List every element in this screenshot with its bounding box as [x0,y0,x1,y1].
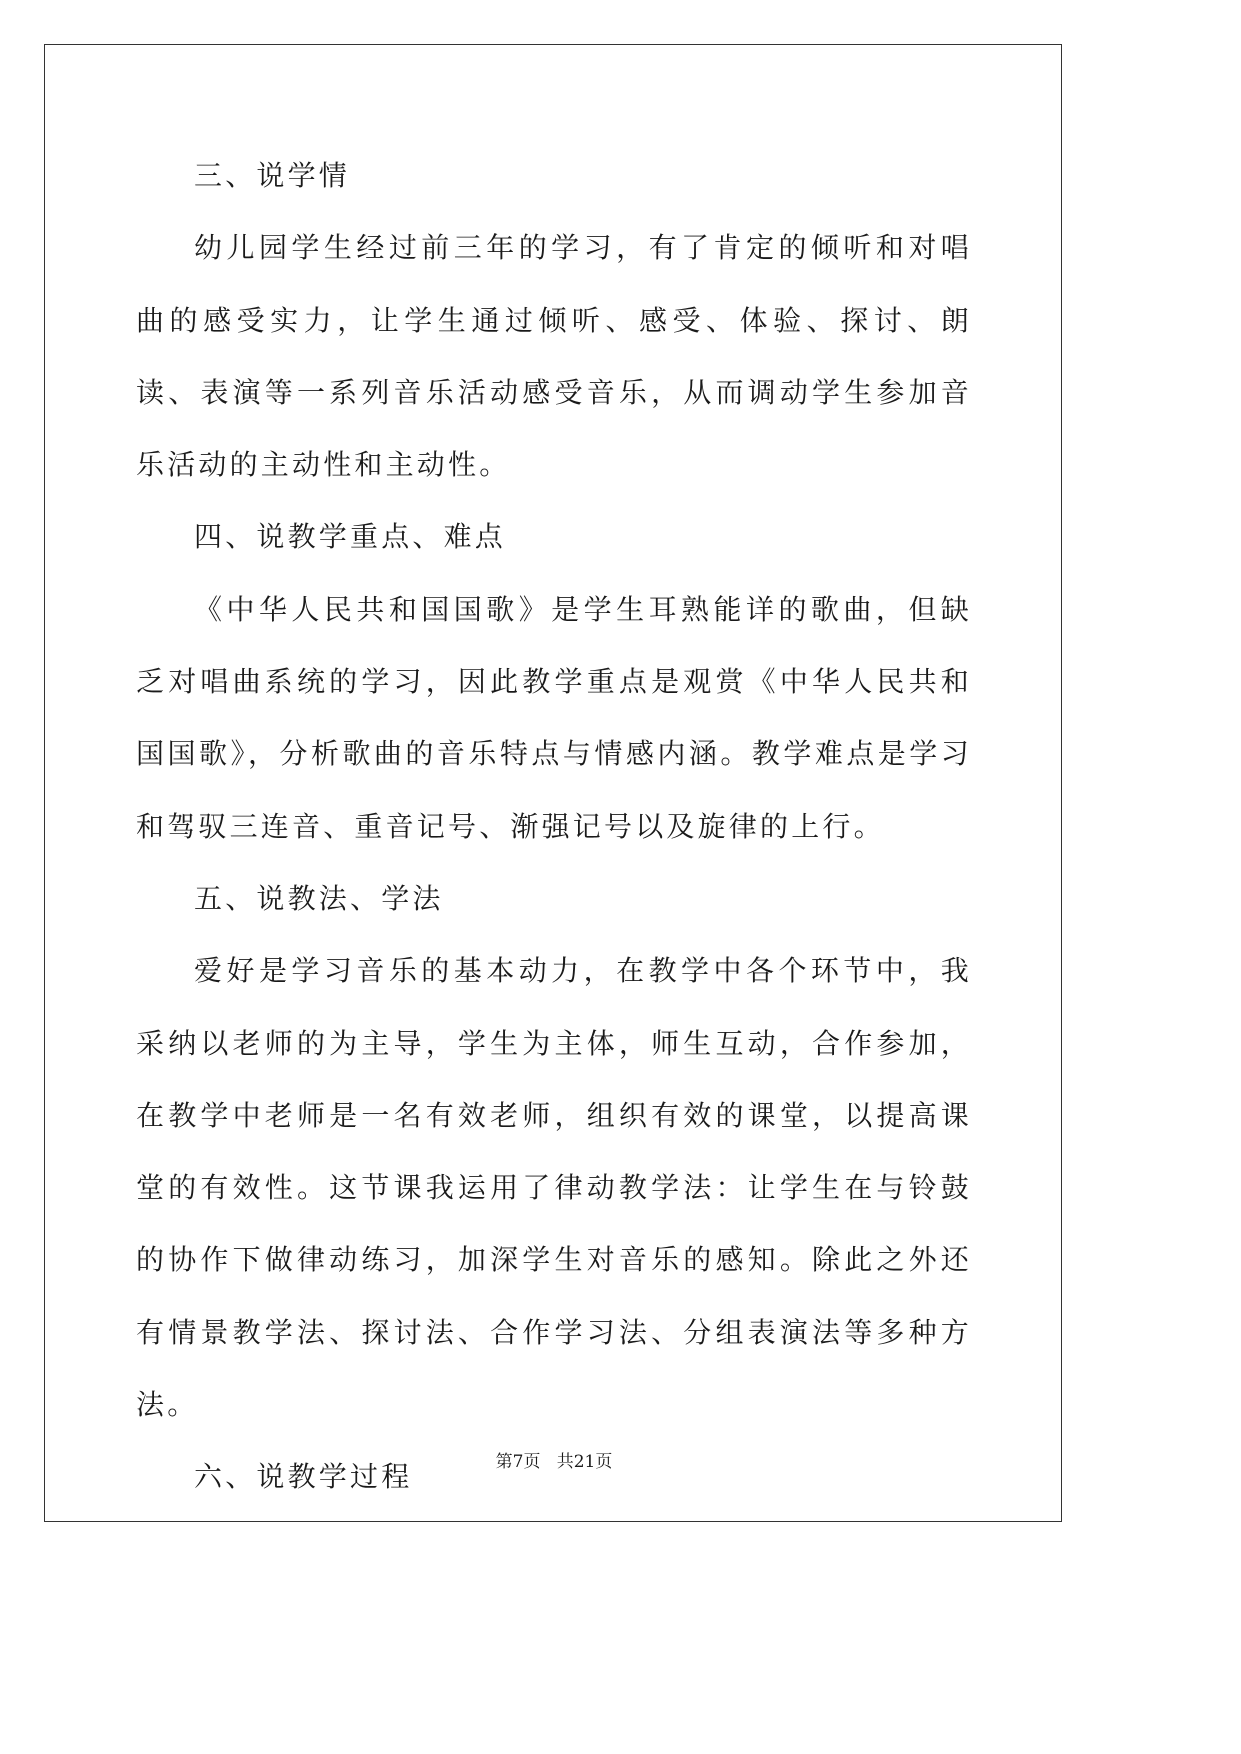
section-heading-learner-analysis: 三、说学情 [194,159,351,192]
page-total: 共21页 [556,1452,613,1472]
section-heading-teaching-methods: 五、说教法、学法 [194,881,444,915]
section-heading-teaching-process: 六、说教学过程 [194,1460,413,1494]
paragraph-teaching-methods: 爱好是学习音乐的基本动力，在教学中各个环节中，我采纳以老师的为主导，学生为主体，师生互动，合作参加，在教学中老师是一名有效老师，组织有效的课堂，以提高课堂的有效性。这节课我运用了律动教学法：让学生在与铃鼓的协作下做律动练习，加深学生对音乐的感知。除此之外还有情景教学法、探讨法、合作学习法、分组表演法等多种方法。 [136,954,972,1422]
paragraph-key-points: 《中华人民共和国国歌》是学生耳熟能详的歌曲，但缺乏对唱曲系统的学习，因此教学重点是观赏《中华人民共和国国歌》，分析歌曲的音乐特点与情感内涵。教学难点是学习和驾驭三连音、重音记号、渐强记号以及旋律的上行。 [136,592,972,843]
page-footer [0,1450,1108,1474]
section-heading-key-points: 四、说教学重点、难点 [194,520,507,554]
page-number: 第7页 [495,1452,541,1472]
paragraph-learner-analysis: 幼儿园学生经过前三年的学习，有了肯定的倾听和对唱曲的感受实力，让学生通过倾听、感受、体验、探讨、朗读、表演等一系列音乐活动感受音乐，从而调动学生参加音乐活动的主动性和主动性。 [136,231,972,482]
document-body [136,140,972,1514]
